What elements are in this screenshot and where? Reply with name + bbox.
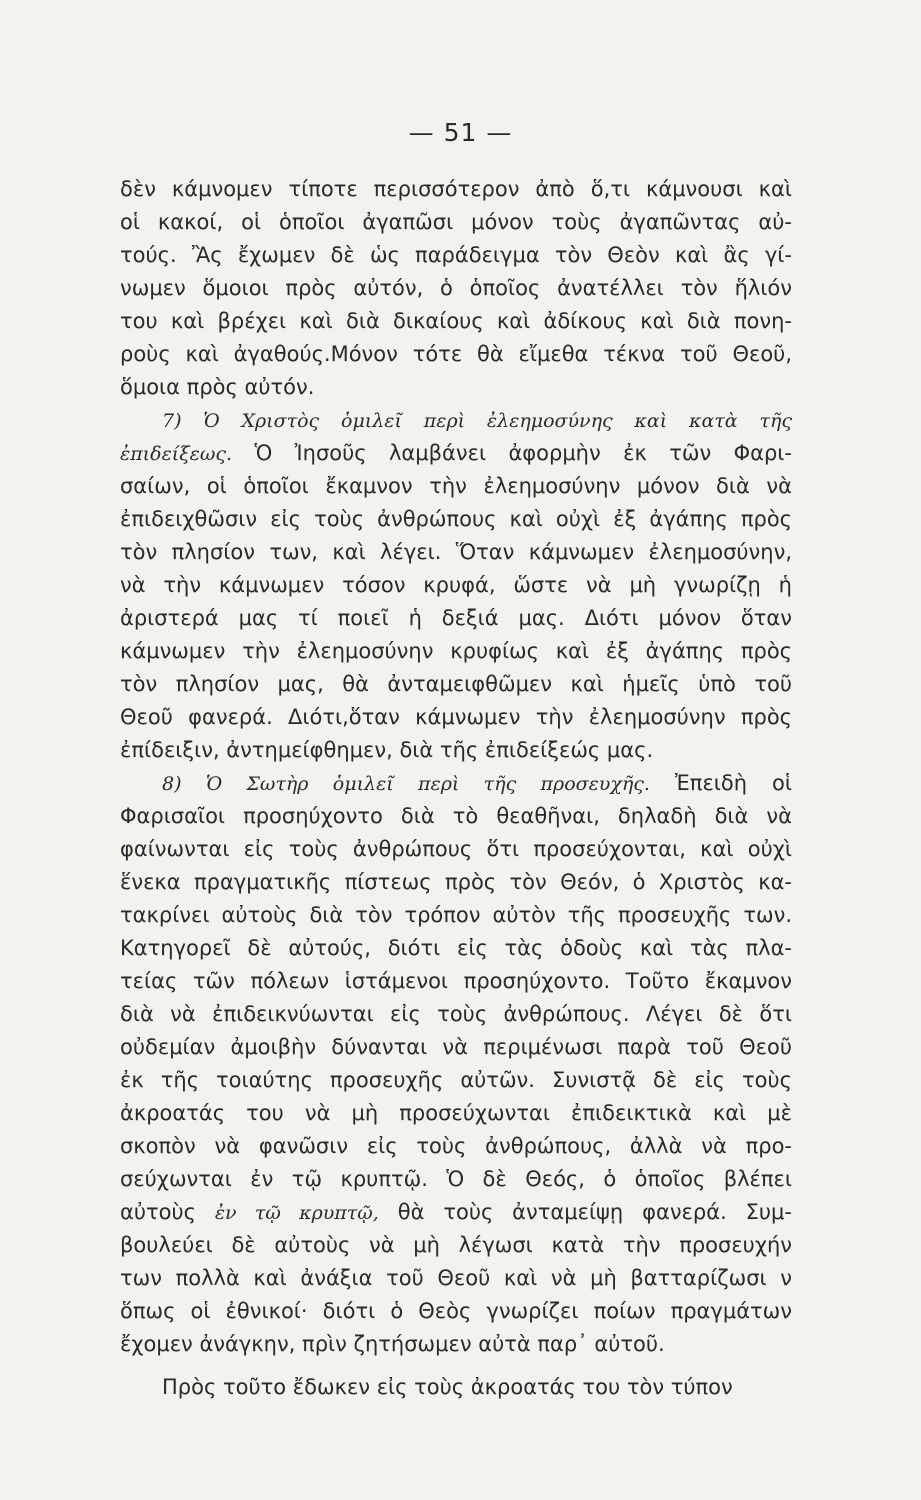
heading-text: 7) Ὁ Χριστὸς ὁμιλεῖ περὶ ἐλεημοσύνης καὶ κατὰ τῆς	[162, 410, 792, 432]
page-number: — 51 —	[408, 118, 513, 147]
text-line: ἕνεκα πραγματικῆς πίστεως πρὸς τὸν Θεόν, ὁ Χριστὸς κα-	[120, 870, 792, 894]
text-line: βουλεύει δὲ αὐτοὺς νὰ μὴ λέγωσι κατὰ τὴν προσευχήν	[120, 1233, 792, 1257]
text-line: Κατηγορεῖ δὲ αὐτούς, διότι εἰς τὰς ὁδοὺς καὶ τὰς πλα-	[120, 936, 792, 960]
text-line: Πρὸς τοῦτο ἔδωκεν εἰς τοὺς ἀκροατάς του τὸν τύπον	[162, 1375, 733, 1399]
text-line: διὰ νὰ ἐπιδεικνύωνται εἰς τοὺς ἀνθρώπους. Λέγει δὲ ὅτι	[120, 1002, 792, 1026]
text-line: ἐπίδειξιν, ἀντημείφθημεν, διὰ τῆς ἐπιδείξεώς μας.	[120, 738, 654, 762]
emphasis-text: ἐν τῷ κρυπτῷ,	[214, 1202, 379, 1224]
text-line: του καὶ βρέχει καὶ διὰ δικαίους καὶ ἀδίκους καὶ διὰ πονη-	[120, 309, 792, 333]
text-line: φαίνωνται εἰς τοὺς ἀνθρώπους ὅτι προσεύχονται, καὶ οὐχὶ	[120, 837, 792, 861]
text-line: τείας τῶν πόλεων ἱστάμενοι προσηύχοντο. Τοῦτο ἔκαμνον	[120, 969, 792, 993]
text-line: οἱ κακοί, οἱ ὁποῖοι ἀγαπῶσι μόνον τοὺς ἀγαπῶντας αὐ-	[120, 210, 792, 234]
text-line: σαίων, οἱ ὁποῖοι ἔκαμνον τὴν ἐλεημοσύνην μόνον διὰ νὰ	[120, 474, 792, 498]
line-text: αὐτοὺς	[120, 1200, 215, 1224]
text-line: τὸν πλησίον των, καὶ λέγει. Ὅταν κάμνωμεν ἐλεημοσύνην,	[120, 540, 792, 564]
text-line: ἐκ τῆς τοιαύτης προσευχῆς αὐτῶν. Συνιστᾷ δὲ εἰς τοὺς	[120, 1068, 792, 1092]
line-text: Ἐπειδὴ οἱ	[649, 771, 792, 795]
line-text: θὰ τοὺς ἀνταμείψῃ φανερά. Συμ-	[378, 1200, 792, 1224]
text-line: σεύχωνται ἐν τῷ κρυπτῷ. Ὁ δὲ Θεός, ὁ ὁποῖος βλέπει	[120, 1167, 792, 1191]
text-line: ἀκροατάς του νὰ μὴ προσεύχωνται ἐπιδεικτικὰ καὶ μὲ	[120, 1101, 792, 1125]
text-line: σκοπὸν νὰ φανῶσιν εἰς τοὺς ἀνθρώπους, ἀλλὰ νὰ προ-	[120, 1134, 792, 1158]
text-line: Θεοῦ φανερά. Διότι,ὅταν κάμνωμεν τὴν ἐλεημοσύνην πρὸς	[120, 705, 792, 729]
text-line: ὅπως οἱ ἐθνικοί· διότι ὁ Θεὸς γνωρίζει ποίων πραγμάτων	[120, 1299, 792, 1323]
heading-text: ἐπιδείξεως.	[120, 443, 233, 465]
text-line: ἔχομεν ἀνάγκην, πρὶν ζητήσωμεν αὐτὰ παρ᾽ αὐτοῦ.	[120, 1332, 665, 1356]
text-line: δὲν κάμνομεν τίποτε περισσότερον ἀπὸ ὅ,τι κάμνουσι καὶ	[120, 177, 792, 201]
text-line: τὸν πλησίον μας, θὰ ἀνταμειφθῶμεν καὶ ἡμεῖς ὑπὸ τοῦ	[120, 672, 792, 696]
text-line: Φαρισαῖοι προσηύχοντο διὰ τὸ θεαθῆναι, δηλαδὴ διὰ νὰ	[120, 804, 792, 828]
text-line: τούς. Ἂς ἔχωμεν δὲ ὡς παράδειγμα τὸν Θεὸν καὶ ἂς γί-	[120, 243, 792, 267]
text-line: ὅμοια πρὸς αὐτόν.	[120, 375, 315, 399]
text-line: των πολλὰ καὶ ἀνάξια τοῦ Θεοῦ καὶ νὰ μὴ βατταρίζωσι ν	[120, 1266, 792, 1290]
text-line: τακρίνει αὐτοὺς διὰ τὸν τρόπον αὐτὸν τῆς προσευχῆς των.	[120, 903, 792, 927]
body-text	[120, 173, 792, 1404]
text-line: ἀριστερά μας τί ποιεῖ ἡ δεξιά μας. Διότι μόνον ὅταν	[120, 606, 792, 630]
text-line	[120, 437, 792, 470]
line-text: Ὁ Ἰησοῦς λαμβάνει ἀφορμὴν ἐκ τῶν Φαρι-	[232, 441, 792, 465]
text-line: κάμνωμεν τὴν ἐλεημοσύνην κρυφίως καὶ ἐξ ἀγάπης πρὸς	[120, 639, 792, 663]
heading-text: 8) Ὁ Σωτὴρ ὁμιλεῖ περὶ τῆς προσευχῆς.	[162, 773, 650, 795]
section-heading-7	[120, 404, 792, 437]
text-line: νὰ τὴν κάμνωμεν τόσον κρυφά, ὥστε νὰ μὴ γνωρίζῃ ἡ	[120, 573, 792, 597]
text-line: ροὺς καὶ ἀγαθούς.Μόνον τότε θὰ εἴμεθα τέκνα τοῦ Θεοῦ,	[120, 342, 792, 366]
section-heading-8	[120, 767, 792, 800]
text-line: οὐδεμίαν ἀμοιβὴν δύνανται νὰ περιμένωσι παρὰ τοῦ Θεοῦ	[120, 1035, 792, 1059]
text-line: ἐπιδειχθῶσιν εἰς τοὺς ἀνθρώπους καὶ οὐχὶ ἐξ ἀγάπης πρὸς	[120, 507, 792, 531]
text-line	[120, 1196, 792, 1229]
text-line: νωμεν ὅμοιοι πρὸς αὐτόν, ὁ ὁποῖος ἀνατέλλει τὸν ἥλιόν	[120, 276, 792, 300]
